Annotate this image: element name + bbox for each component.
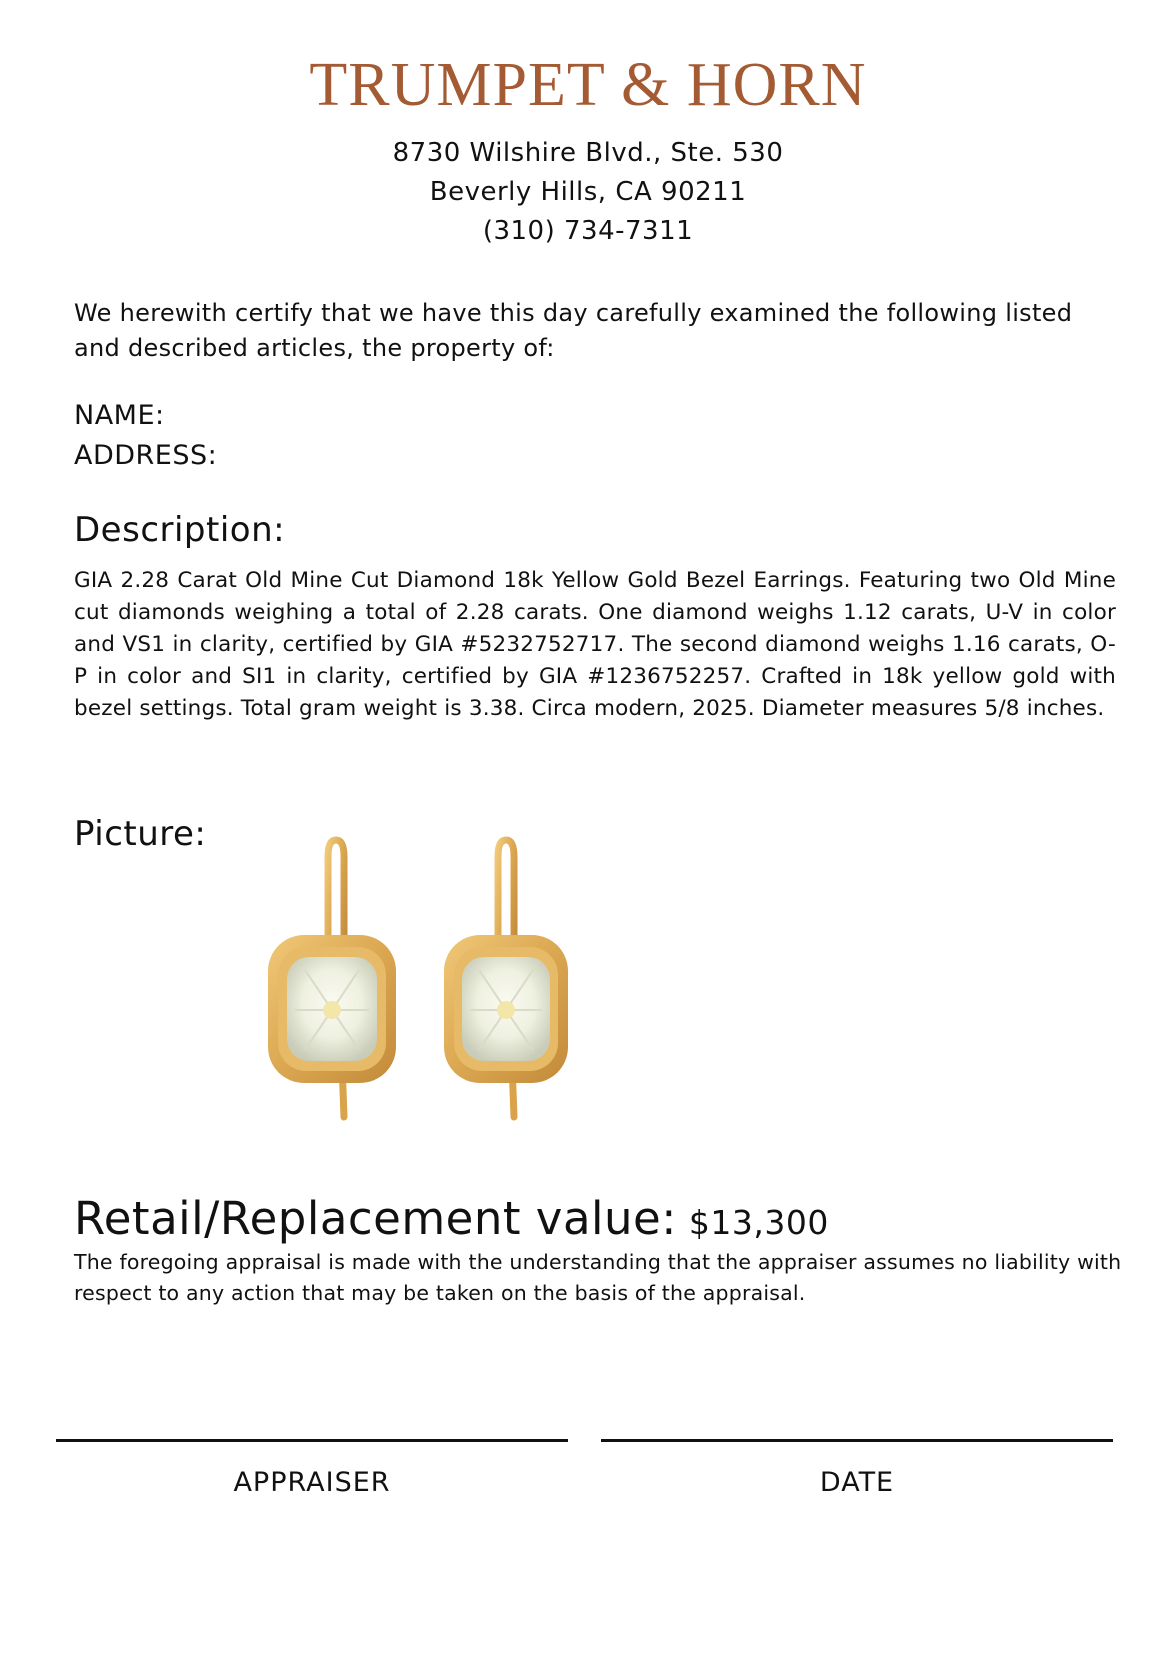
description-text: GIA 2.28 Carat Old Mine Cut Diamond 18k Yellow Gold Bezel Earrings. Featuring two Old Mine cut diamonds weighing a total of 2.28 carats. One diamond weighs 1.12 carats, U-V in color and VS1 in clarity, certified by GIA #5232752717. The second diamond weighs 1.16 carats, O-P in color and SI1 in clarity, certified by GIA #1236752257. Crafted in 18k yellow gold with bezel settings. Total gram weight is 3.38. Circa modern, 2025. Diameter measures 5/8 inches. — [74, 568, 1116, 721]
brand-logo: TRUMPET & HORN — [309, 51, 867, 119]
address-line-2: Beverly Hills, CA 90211 — [429, 177, 747, 207]
appraisal-disclaimer: The foregoing appraisal is made with the understanding that the appraiser assumes no liability with respect to any action that may be taken on the basis of the appraisal. — [74, 1250, 1122, 1305]
address-label: ADDRESS: — [74, 440, 218, 471]
right-earring — [444, 840, 568, 1117]
description-heading: Description: — [74, 510, 286, 550]
address-line-1: 8730 Wilshire Blvd., Ste. 530 — [392, 138, 784, 168]
name-label: NAME: — [74, 400, 165, 431]
appraiser-signature-line — [56, 1439, 568, 1442]
earrings-illustration — [250, 835, 630, 1135]
diamond-earrings-photo — [250, 835, 630, 1135]
date-signature-line — [601, 1439, 1113, 1442]
valuation-label: Retail/Replacement value: — [74, 1192, 677, 1245]
valuation-row — [74, 1192, 829, 1245]
left-earring — [268, 840, 396, 1117]
date-label: DATE — [819, 1467, 895, 1498]
appraiser-label: APPRAISER — [233, 1467, 391, 1498]
valuation-amount: $13,300 — [688, 1203, 829, 1242]
picture-heading: Picture: — [74, 814, 207, 854]
phone-number: (310) 734-7311 — [482, 216, 694, 246]
certification-statement: We herewith certify that we have this day carefully examined the following listed and described articles, the property of: — [74, 299, 1073, 362]
store-address — [0, 134, 1176, 251]
